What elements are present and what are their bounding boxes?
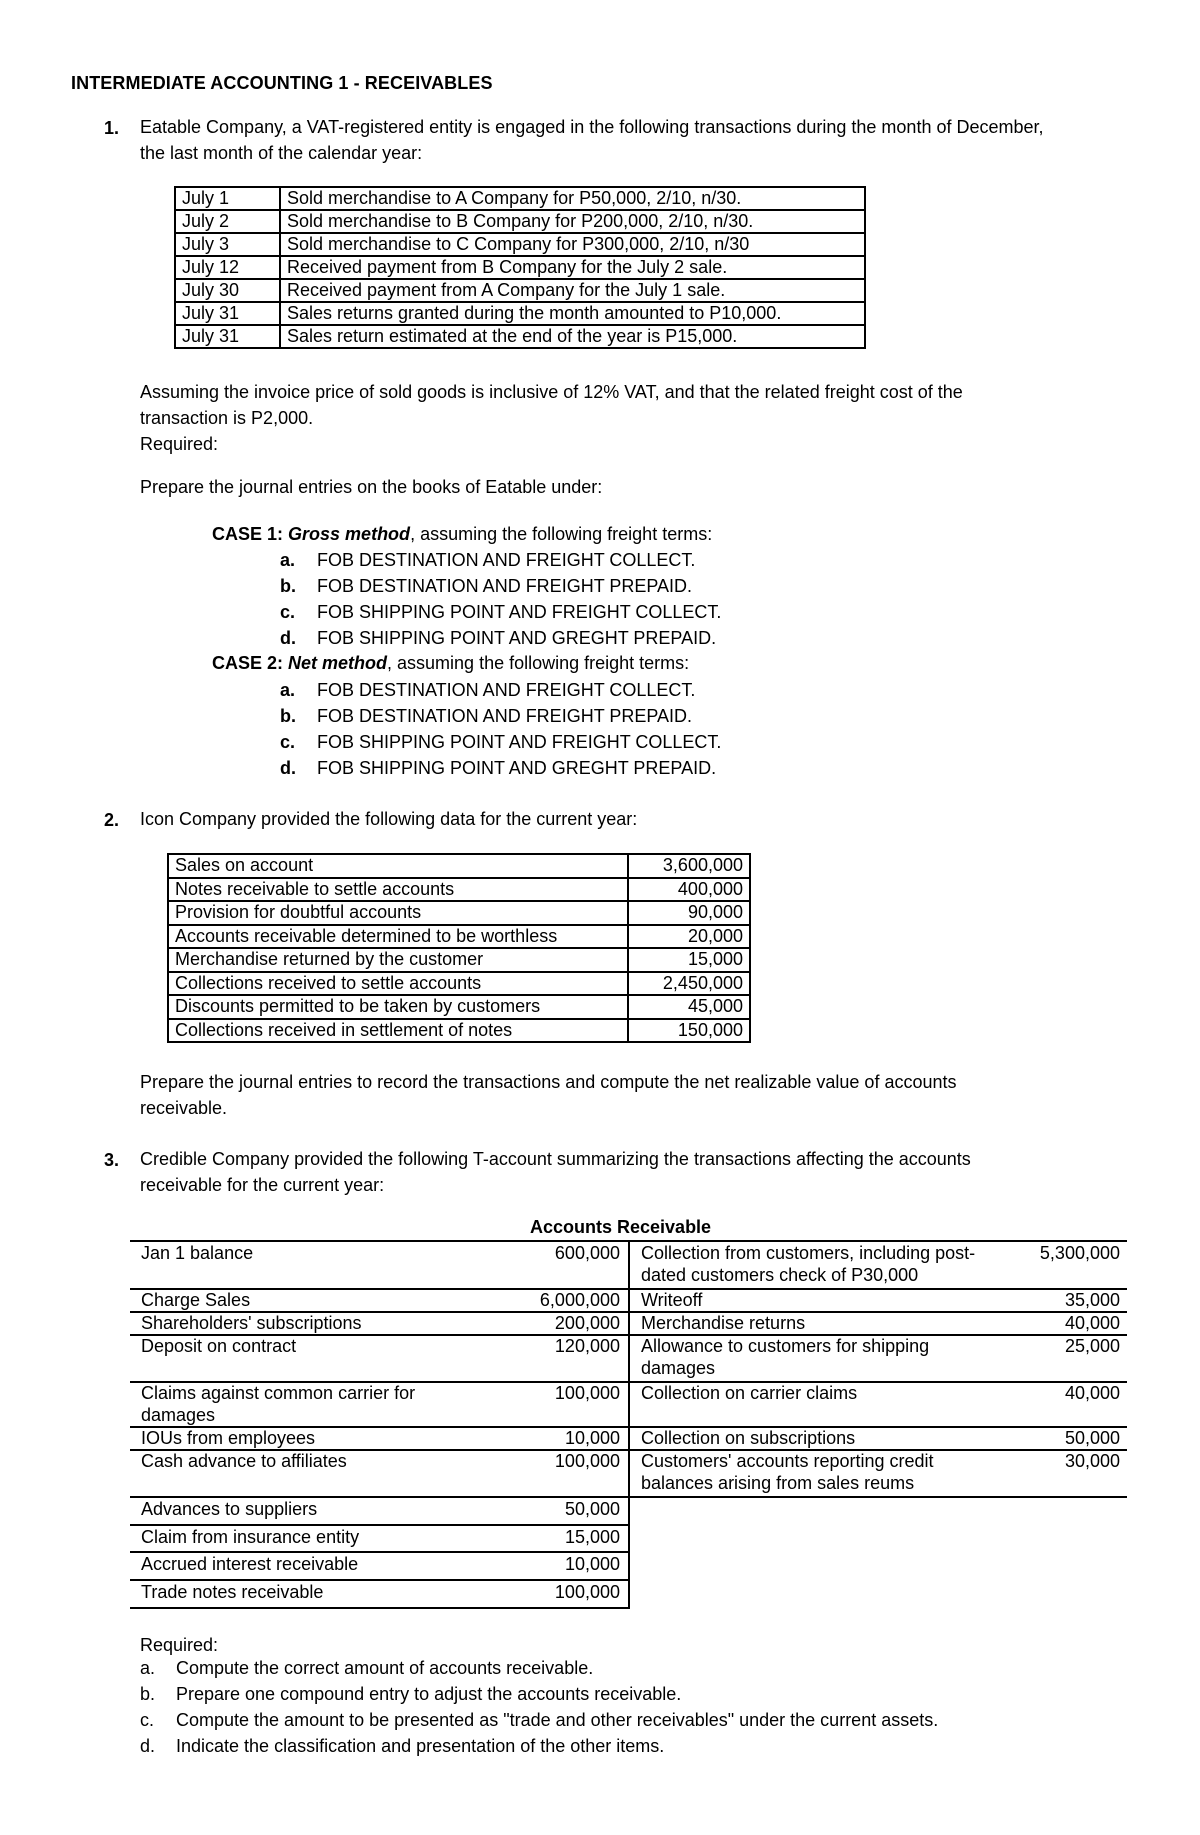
- credit-desc-line: Collection from customers, including post-: [641, 1243, 976, 1263]
- data-amount: 400,000: [628, 878, 750, 902]
- debit-amount: 200,000: [554, 1313, 620, 1333]
- table-row: [168, 901, 750, 925]
- q3-intro-line-2: receivable for the current year:: [140, 1175, 385, 1195]
- item-label: b.: [140, 1684, 156, 1704]
- item-text: FOB SHIPPING POINT AND GREGHT PREPAID.: [317, 628, 717, 648]
- case-2-method: Net method: [288, 653, 388, 673]
- transaction-date: July 31: [175, 302, 280, 325]
- table-row: [168, 925, 750, 949]
- transaction-date: July 1: [175, 187, 280, 210]
- transactions-table: [174, 186, 866, 349]
- q3-required: Required:: [140, 1635, 219, 1655]
- q1-assumption: [140, 379, 1140, 457]
- data-amount: 2,450,000: [628, 972, 750, 996]
- transaction-date: July 2: [175, 210, 280, 233]
- table-row: [175, 256, 865, 279]
- q3-intro-line-1: Credible Company provided the following T-account summarizing the transactions affecting the accounts: [140, 1149, 971, 1169]
- item-text: FOB DESTINATION AND FREIGHT PREPAID.: [317, 576, 693, 596]
- transaction-desc: Sales returns granted during the month amounted to P10,000.: [280, 302, 865, 325]
- debit-desc-line: Claims against common carrier for: [141, 1383, 416, 1403]
- transaction-desc: Sold merchandise to C Company for P300,000, 2/10, n/30: [280, 233, 865, 256]
- item-text: Indicate the classification and presentation of the other items.: [176, 1736, 665, 1756]
- table-row: [168, 878, 750, 902]
- data-amount: 3,600,000: [628, 854, 750, 878]
- debit-desc: Claim from insurance entity: [141, 1527, 360, 1547]
- transaction-desc: Sold merchandise to A Company for P50,000, 2/10, n/30.: [280, 187, 865, 210]
- question-1-intro: [140, 114, 1140, 166]
- data-item: Collections received in settlement of notes: [168, 1019, 628, 1043]
- q2-prepare: [140, 1069, 1140, 1121]
- debit-desc: Advances to suppliers: [141, 1499, 318, 1519]
- transaction-desc: Received payment from B Company for the July 2 sale.: [280, 256, 865, 279]
- table-row: [175, 279, 865, 302]
- item-text: FOB SHIPPING POINT AND FREIGHT COLLECT.: [317, 732, 722, 752]
- icon-data-table: [167, 853, 751, 1043]
- data-item: Discounts permitted to be taken by customers: [168, 995, 628, 1019]
- debit-desc-line: damages: [141, 1405, 216, 1425]
- credit-amount: 50,000: [1064, 1428, 1120, 1448]
- question-3-intro: [140, 1146, 1140, 1198]
- debit-desc: Jan 1 balance: [141, 1243, 254, 1263]
- debit-amount: 100,000: [554, 1451, 620, 1471]
- credit-desc: [641, 1335, 929, 1379]
- debit-amount: 120,000: [554, 1336, 620, 1356]
- case-1-suffix: , assuming the following freight terms:: [410, 524, 713, 544]
- transaction-date: July 30: [175, 279, 280, 302]
- data-item: Notes receivable to settle accounts: [168, 878, 628, 902]
- debit-amount: 10,000: [564, 1554, 620, 1574]
- debit-amount: 100,000: [554, 1582, 620, 1602]
- table-row: [168, 854, 750, 878]
- table-row: [168, 972, 750, 996]
- row-line: [628, 1496, 1127, 1498]
- table-row: [175, 210, 865, 233]
- data-item: Sales on account: [168, 854, 628, 878]
- taccount-center-line: [628, 1240, 630, 1607]
- question-2-intro: Icon Company provided the following data for the current year:: [140, 809, 638, 829]
- q1-assume-line-1: Assuming the invoice price of sold goods is inclusive of 12% VAT, and that the related freight cost of the: [140, 382, 963, 402]
- question-3-number: 3.: [104, 1150, 120, 1170]
- question-1-number: 1.: [104, 118, 120, 138]
- credit-amount: 25,000: [1064, 1336, 1120, 1356]
- q2-prepare-line-1: Prepare the journal entries to record the transactions and compute the net realizable value of accounts: [140, 1072, 957, 1092]
- debit-desc: Deposit on contract: [141, 1336, 297, 1356]
- item-label: c.: [280, 602, 296, 622]
- credit-desc-line: balances arising from sales reums: [641, 1473, 915, 1493]
- transaction-date: July 3: [175, 233, 280, 256]
- credit-amount: 5,300,000: [1039, 1243, 1120, 1263]
- table-row: [175, 302, 865, 325]
- item-label: a.: [280, 680, 296, 700]
- case-2-suffix: , assuming the following freight terms:: [387, 653, 690, 673]
- item-text: Compute the amount to be presented as "trade and other receivables" under the current assets.: [176, 1710, 939, 1730]
- credit-desc: [641, 1242, 975, 1286]
- debit-amount: 6,000,000: [539, 1290, 620, 1310]
- data-amount: 45,000: [628, 995, 750, 1019]
- debit-amount: 15,000: [564, 1527, 620, 1547]
- credit-desc-line: Allowance to customers for shipping: [641, 1336, 930, 1356]
- debit-amount: 600,000: [554, 1243, 620, 1263]
- item-text: Compute the correct amount of accounts receivable.: [176, 1658, 594, 1678]
- debit-desc: Trade notes receivable: [141, 1582, 324, 1602]
- data-amount: 150,000: [628, 1019, 750, 1043]
- item-text: FOB SHIPPING POINT AND GREGHT PREPAID.: [317, 758, 717, 778]
- debit-desc: Shareholders' subscriptions: [141, 1313, 362, 1333]
- data-item: Merchandise returned by the customer: [168, 948, 628, 972]
- credit-desc: Merchandise returns: [641, 1313, 806, 1333]
- debit-desc: Accrued interest receivable: [141, 1554, 359, 1574]
- table-row: [175, 187, 865, 210]
- taccount-title: Accounts Receivable: [530, 1217, 712, 1237]
- debit-desc: [141, 1382, 415, 1426]
- data-amount: 90,000: [628, 901, 750, 925]
- credit-desc-line: Customers' accounts reporting credit: [641, 1451, 934, 1471]
- credit-desc: Writeoff: [641, 1290, 703, 1310]
- item-label: d.: [280, 628, 296, 648]
- data-amount: 15,000: [628, 948, 750, 972]
- document-title: INTERMEDIATE ACCOUNTING 1 - RECEIVABLES: [71, 73, 493, 93]
- item-label: d.: [140, 1736, 156, 1756]
- table-row: [175, 325, 865, 348]
- credit-desc-line: damages: [641, 1358, 716, 1378]
- transaction-desc: Sales return estimated at the end of the year is P15,000.: [280, 325, 865, 348]
- item-label: a.: [140, 1658, 156, 1678]
- transaction-desc: Sold merchandise to B Company for P200,000, 2/10, n/30.: [280, 210, 865, 233]
- data-item: Provision for doubtful accounts: [168, 901, 628, 925]
- case-1-heading: [212, 524, 712, 545]
- case-1-method: Gross method: [288, 524, 411, 544]
- item-text: Prepare one compound entry to adjust the accounts receivable.: [176, 1684, 682, 1704]
- q2-prepare-line-2: receivable.: [140, 1098, 228, 1118]
- data-item: Collections received to settle accounts: [168, 972, 628, 996]
- question-2-number: 2.: [104, 810, 120, 830]
- q1-intro-line-2: the last month of the calendar year:: [140, 143, 423, 163]
- credit-desc: Collection on subscriptions: [641, 1428, 856, 1448]
- transaction-date: July 31: [175, 325, 280, 348]
- q1-intro-line-1: Eatable Company, a VAT-registered entity is engaged in the following transactions during the month of December,: [140, 117, 1044, 137]
- q1-assume-line-2: transaction is P2,000.: [140, 408, 314, 428]
- credit-amount: 40,000: [1064, 1313, 1120, 1333]
- transaction-desc: Received payment from A Company for the July 1 sale.: [280, 279, 865, 302]
- debit-amount: 100,000: [554, 1383, 620, 1403]
- item-text: FOB DESTINATION AND FREIGHT COLLECT.: [317, 550, 696, 570]
- credit-amount: 30,000: [1064, 1451, 1120, 1471]
- table-row: [168, 948, 750, 972]
- debit-desc: Cash advance to affiliates: [141, 1451, 347, 1471]
- credit-desc: [641, 1450, 934, 1494]
- debit-amount: 10,000: [564, 1428, 620, 1448]
- item-label: c.: [140, 1710, 155, 1730]
- item-label: a.: [280, 550, 296, 570]
- debit-amount: 50,000: [564, 1499, 620, 1519]
- table-row: [175, 233, 865, 256]
- item-text: FOB DESTINATION AND FREIGHT COLLECT.: [317, 680, 696, 700]
- q1-prepare: Prepare the journal entries on the books of Eatable under:: [140, 477, 603, 497]
- data-amount: 20,000: [628, 925, 750, 949]
- debit-desc: IOUs from employees: [141, 1428, 316, 1448]
- q1-required: Required:: [140, 434, 219, 454]
- item-label: b.: [280, 576, 296, 596]
- credit-amount: 35,000: [1064, 1290, 1120, 1310]
- item-label: d.: [280, 758, 296, 778]
- case-1-prefix: CASE 1:: [212, 524, 289, 544]
- table-row: [168, 995, 750, 1019]
- item-text: FOB SHIPPING POINT AND FREIGHT COLLECT.: [317, 602, 722, 622]
- row-line: [130, 1607, 630, 1609]
- item-label: c.: [280, 732, 296, 752]
- case-2-heading: [212, 653, 689, 674]
- item-text: FOB DESTINATION AND FREIGHT PREPAID.: [317, 706, 693, 726]
- data-item: Accounts receivable determined to be worthless: [168, 925, 628, 949]
- item-label: b.: [280, 706, 296, 726]
- credit-desc-line: dated customers check of P30,000: [641, 1265, 919, 1285]
- credit-desc: Collection on carrier claims: [641, 1383, 858, 1403]
- case-2-prefix: CASE 2:: [212, 653, 289, 673]
- transaction-date: July 12: [175, 256, 280, 279]
- table-row: [168, 1019, 750, 1043]
- credit-amount: 40,000: [1064, 1383, 1120, 1403]
- debit-desc: Charge Sales: [141, 1290, 251, 1310]
